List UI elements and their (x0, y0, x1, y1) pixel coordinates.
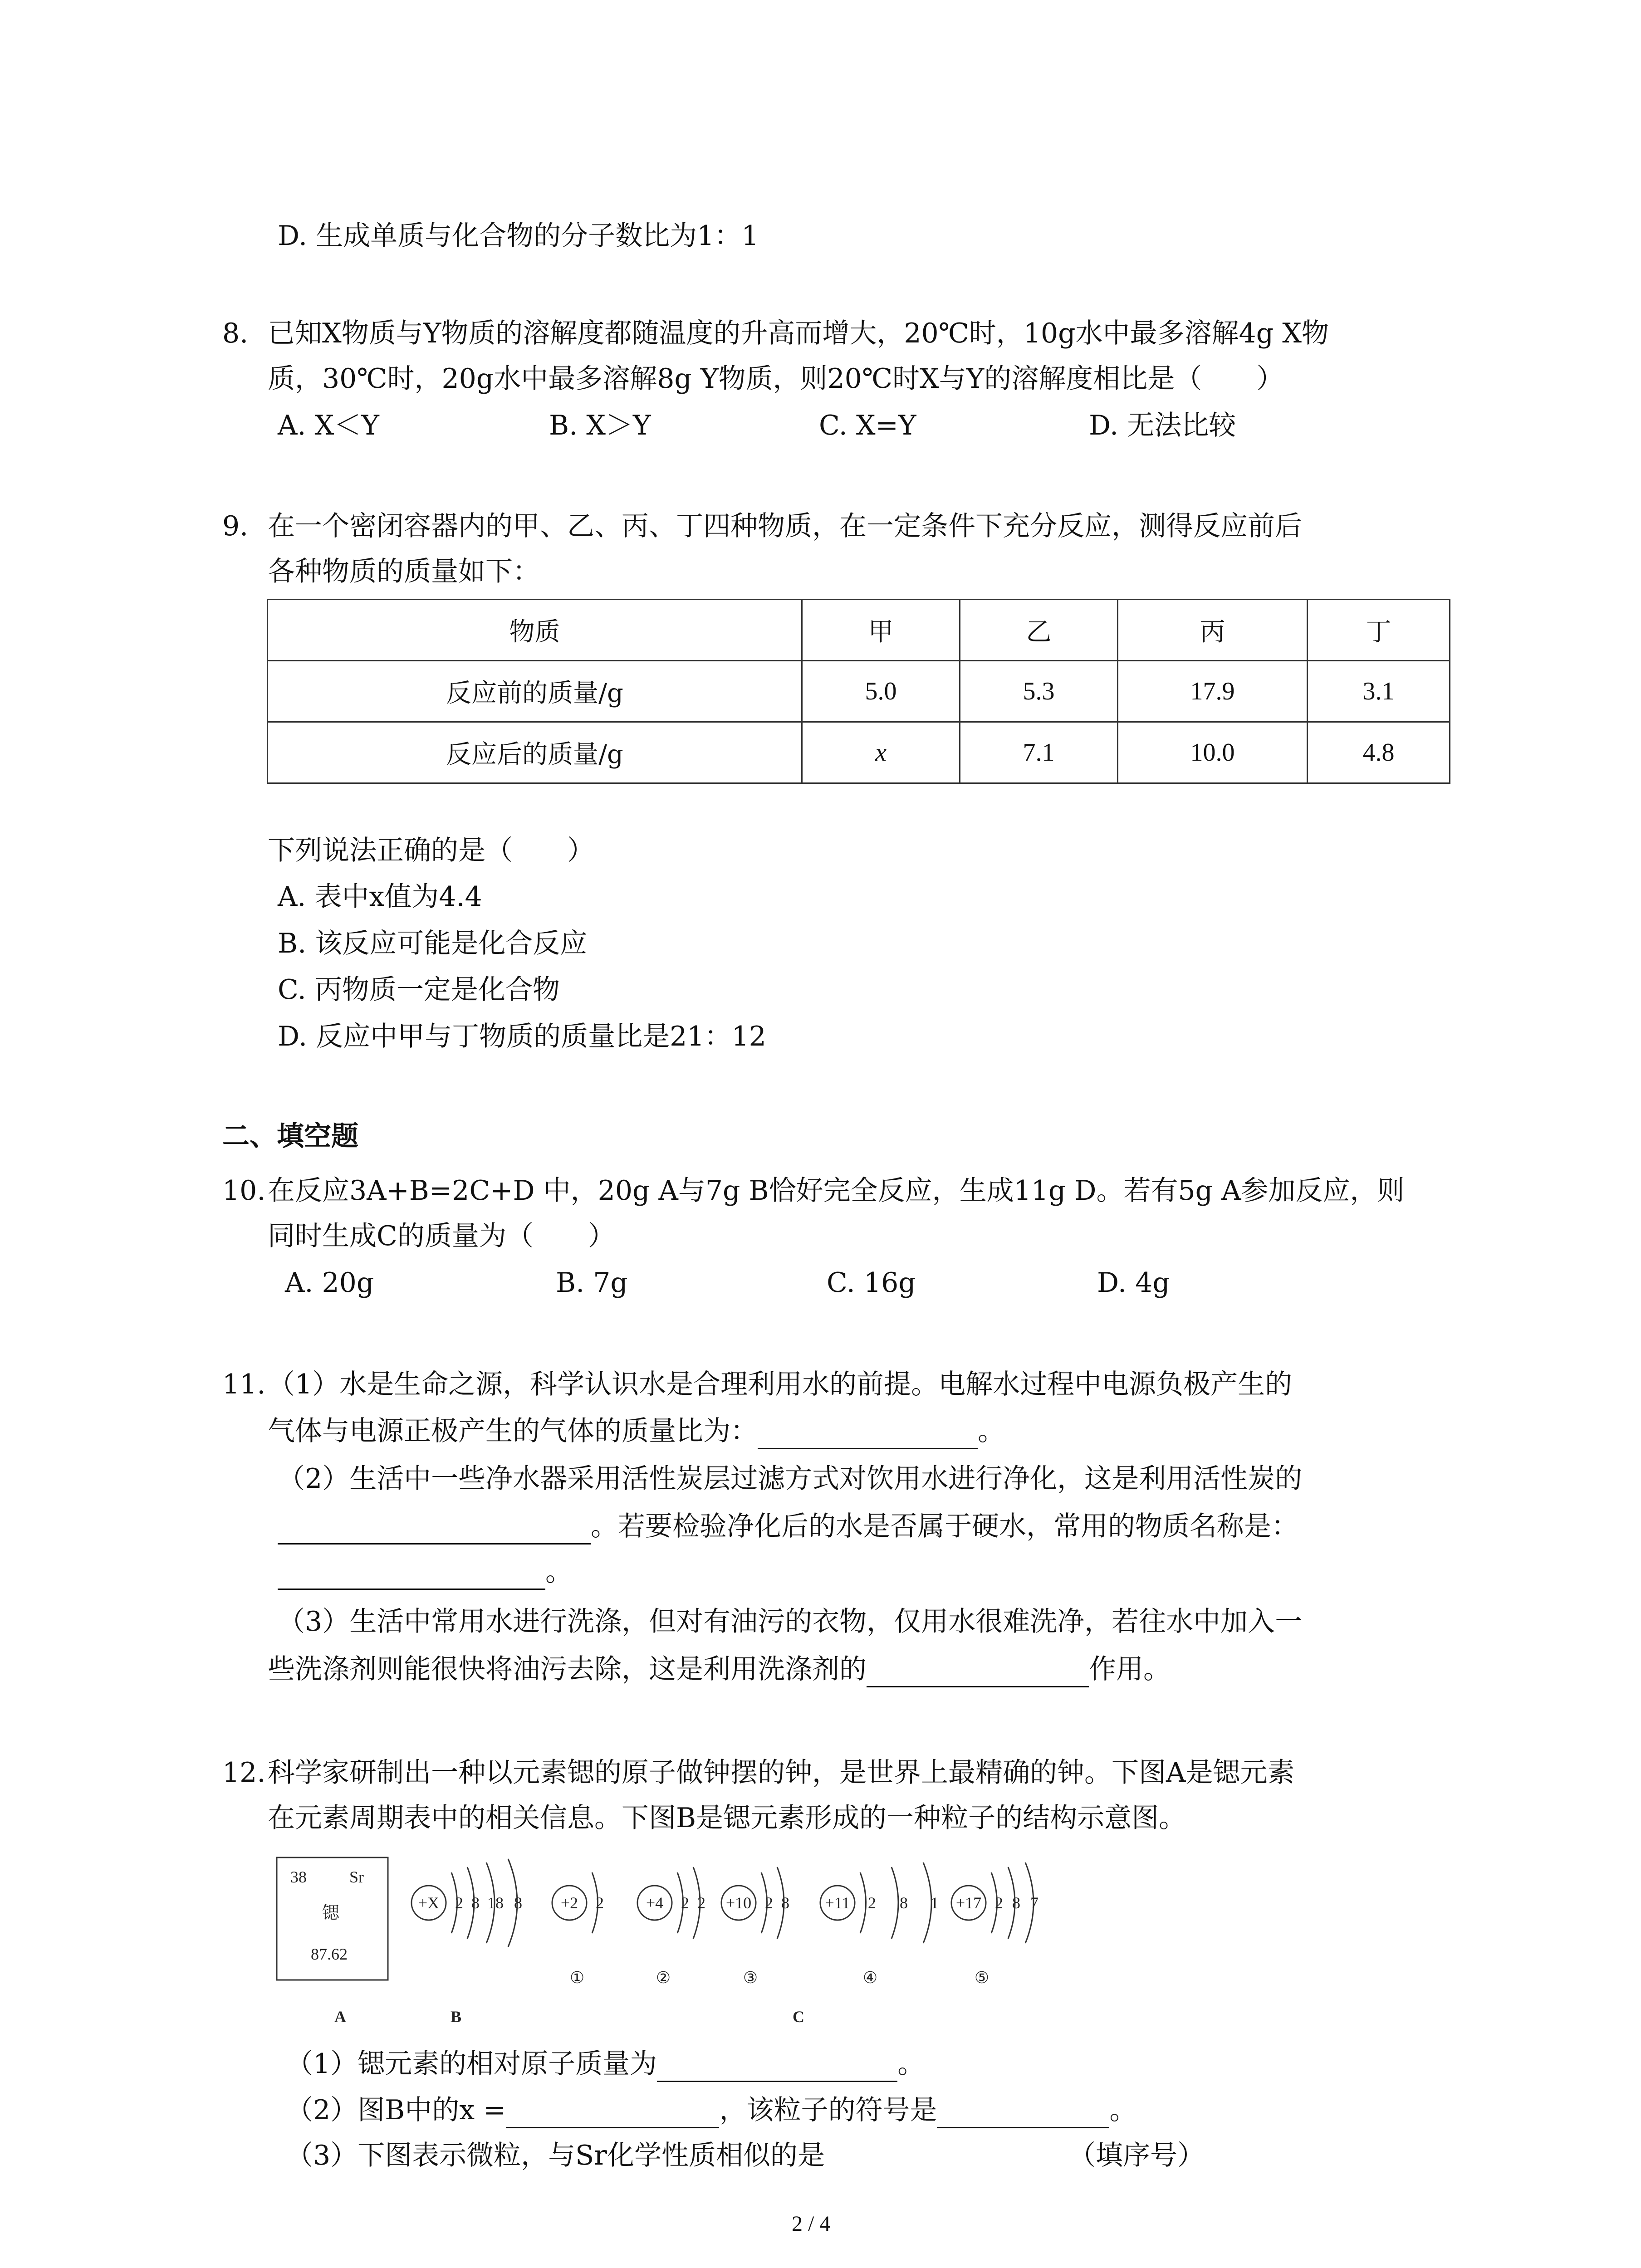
q8-option-d: D. 无法比较 (1089, 410, 1236, 441)
q8-line1: 已知X物质与Y物质的溶解度都随温度的升高而增大，20℃时，10g水中最多溶解4g X物 (268, 318, 1329, 349)
shell-electrons: 8 (471, 1894, 480, 1912)
q8-option-c: C. X=Y (819, 410, 916, 441)
table-cell: 4.8 (1308, 722, 1450, 783)
answer-blank[interactable] (278, 1518, 591, 1545)
shell-electrons: 2 (765, 1894, 773, 1912)
q12-sub1-end: 。 (897, 2048, 925, 2080)
table-cell: 5.3 (960, 661, 1118, 722)
answer-blank[interactable] (867, 1661, 1089, 1687)
q9-line1: 在一个密闭容器内的甲、乙、丙、丁四种物质，在一定条件下充分反应，测得反应前后 (268, 510, 1302, 542)
choice-number: ④ (862, 1969, 878, 1987)
q10-option-a: A. 20g (285, 1267, 374, 1299)
q8-option-a: A. X＜Y (278, 410, 379, 441)
q7-option-d: D. 生成单质与化合物的分子数比为1：1 (278, 220, 759, 252)
table-cell: 10.0 (1118, 722, 1308, 783)
table-cell: 反应前的质量/g (268, 661, 802, 722)
element-mass: 87.62 (311, 1945, 348, 1963)
shell-electrons: 18 (487, 1894, 504, 1912)
choice-number: ③ (743, 1969, 758, 1987)
q12-sub2-text-b: ，该粒子的符号是 (719, 2094, 937, 2126)
shell-electrons: 2 (455, 1894, 463, 1912)
figure-label-c: C (793, 2008, 804, 2026)
shell-electrons: 1 (931, 1894, 939, 1912)
q12-line1: 科学家研制出一种以元素锶的原子做钟摆的钟，是世界上最精确的钟。下图A是锶元素 (268, 1757, 1295, 1789)
atomic-structure-figure (272, 1851, 1202, 2041)
shell-electrons: 2 (596, 1894, 604, 1912)
nucleus-charge: +4 (646, 1894, 664, 1912)
q9-prompt: 下列说法正确的是（ ） (268, 835, 594, 866)
q8-number: 8. (222, 318, 249, 349)
q8-line2: 质，30℃时，20g水中最多溶解8g Y物质，则20℃时X与Y的溶解度相比是（ ） (268, 363, 1284, 395)
q12-sub3 (286, 2137, 825, 2174)
shell-electrons: 2 (681, 1894, 689, 1912)
q12-sub3-text: （3）下图表示微粒，与Sr化学性质相似的是 (286, 2140, 825, 2171)
q11-part1-line1: （1）水是生命之源，科学认识水是合理利用水的前提。电解水过程中电源负极产生的 (268, 1369, 1293, 1400)
shell-electrons: 8 (900, 1894, 908, 1912)
q12-sub2 (286, 2092, 1136, 2128)
q11-part3-text: 些洗涤剂则能很快将油污去除，这是利用洗涤剂的 (268, 1653, 867, 1685)
shell-electrons: 8 (514, 1894, 522, 1912)
q11-part2-line1: （2）生活中一些净水器采用活性炭层过滤方式对饮用水进行净化，这是利用活性炭的 (278, 1463, 1303, 1495)
element-name: 锶 (322, 1904, 340, 1923)
q12-sub2-end: 。 (1109, 2094, 1137, 2126)
q11-number: 11. (222, 1369, 266, 1400)
choice-number: ⑤ (974, 1969, 989, 1987)
figure-label-b: B (450, 2008, 462, 2026)
table-cell: 3.1 (1308, 661, 1450, 722)
table-header-cell: 乙 (960, 600, 1118, 661)
q11-part1-text: 气体与电源正极产生的气体的质量比为： (268, 1415, 758, 1447)
q11-part1-end: 。 (978, 1415, 1005, 1447)
table-header-cell: 丁 (1308, 600, 1450, 661)
choice-number: ① (569, 1969, 585, 1987)
q9-line2: 各种物质的质量如下： (268, 556, 540, 587)
table-cell: 17.9 (1118, 661, 1308, 722)
q12-line2: 在元素周期表中的相关信息。下图B是锶元素形成的一种粒子的结构示意图。 (268, 1802, 1186, 1834)
q10-line2: 同时生成C的质量为（ ） (268, 1220, 615, 1252)
shell-electrons: 2 (868, 1894, 876, 1912)
q10-option-b: B. 7g (556, 1267, 628, 1299)
answer-blank[interactable] (506, 2102, 719, 2128)
nucleus-charge: +2 (560, 1894, 578, 1912)
table-row (268, 661, 1450, 722)
q11-part2-line3 (278, 1554, 573, 1590)
q12-number: 12. (222, 1757, 266, 1789)
q12-sub1-text: （1）锶元素的相对原子质量为 (286, 2048, 657, 2080)
answer-blank[interactable] (657, 2055, 897, 2082)
table-header-cell: 物质 (268, 600, 802, 661)
q9-number: 9. (222, 510, 249, 542)
shell-electrons: 8 (1012, 1894, 1020, 1912)
element-number: 38 (290, 1868, 307, 1886)
q12-sub3-end: （填序号） (1068, 2140, 1205, 2171)
shell-electrons: 2 (995, 1894, 1003, 1912)
q12-sub2-text-a: （2）图B中的x = (286, 2094, 506, 2126)
page-number: 2 / 4 (792, 2212, 831, 2236)
table-cell: 7.1 (960, 722, 1118, 783)
figure-label-a: A (334, 2008, 346, 2026)
mass-table (267, 599, 1450, 784)
element-symbol: Sr (349, 1868, 364, 1886)
answer-blank[interactable] (758, 1422, 978, 1449)
choice-number: ② (656, 1969, 671, 1987)
q10-number: 10. (222, 1175, 266, 1207)
table-cell: x (802, 722, 960, 783)
q8-option-b: B. X＞Y (549, 410, 651, 441)
q10-option-d: D. 4g (1097, 1267, 1170, 1299)
answer-blank[interactable] (937, 2102, 1109, 2128)
shell-arc (860, 1872, 866, 1933)
table-cell: 反应后的质量/g (268, 722, 802, 783)
q11-part2-line2 (278, 1508, 1298, 1545)
q11-part2-end: 。 (545, 1556, 573, 1588)
table-header-row (268, 600, 1450, 661)
table-row (268, 722, 1450, 783)
q12-sub1 (286, 2046, 925, 2082)
shell-electrons: 8 (781, 1894, 789, 1912)
table-header-cell: 甲 (802, 600, 960, 661)
shell-arc (892, 1867, 898, 1939)
nucleus-charge: +17 (955, 1894, 982, 1912)
shell-electrons: 2 (697, 1894, 705, 1912)
q10-line1: 在反应3A+B=2C+D 中，20g A与7g B恰好完全反应，生成11g D。若有5g A参加反应，则 (268, 1175, 1405, 1207)
q11-part1-line2 (268, 1413, 1005, 1449)
q9-option-b: B. 该反应可能是化合反应 (278, 928, 588, 959)
nucleus-charge: +11 (825, 1894, 850, 1912)
shell-electrons: 7 (1030, 1894, 1038, 1912)
answer-blank[interactable] (278, 1563, 545, 1590)
table-cell: 5.0 (802, 661, 960, 722)
table-header-cell: 丙 (1118, 600, 1308, 661)
q11-part3-end: 作用。 (1089, 1653, 1171, 1685)
q11-part3-line2 (268, 1651, 1171, 1687)
q11-part2-text: 。若要检验净化后的水是否属于硬水，常用的物质名称是： (591, 1510, 1298, 1542)
q9-option-d: D. 反应中甲与丁物质的质量比是21：12 (278, 1021, 766, 1052)
q11-part3-line1: （3）生活中常用水进行洗涤，但对有油污的衣物，仅用水很难洗净，若往水中加入一 (278, 1606, 1303, 1637)
nucleus-charge: +10 (725, 1894, 752, 1912)
nucleus-charge: +X (418, 1894, 440, 1912)
q10-option-c: C. 16g (827, 1267, 916, 1299)
q9-option-c: C. 丙物质一定是化合物 (278, 974, 560, 1006)
section-title: 二、填空题 (222, 1120, 358, 1152)
q9-option-a: A. 表中x值为4.4 (278, 881, 482, 913)
